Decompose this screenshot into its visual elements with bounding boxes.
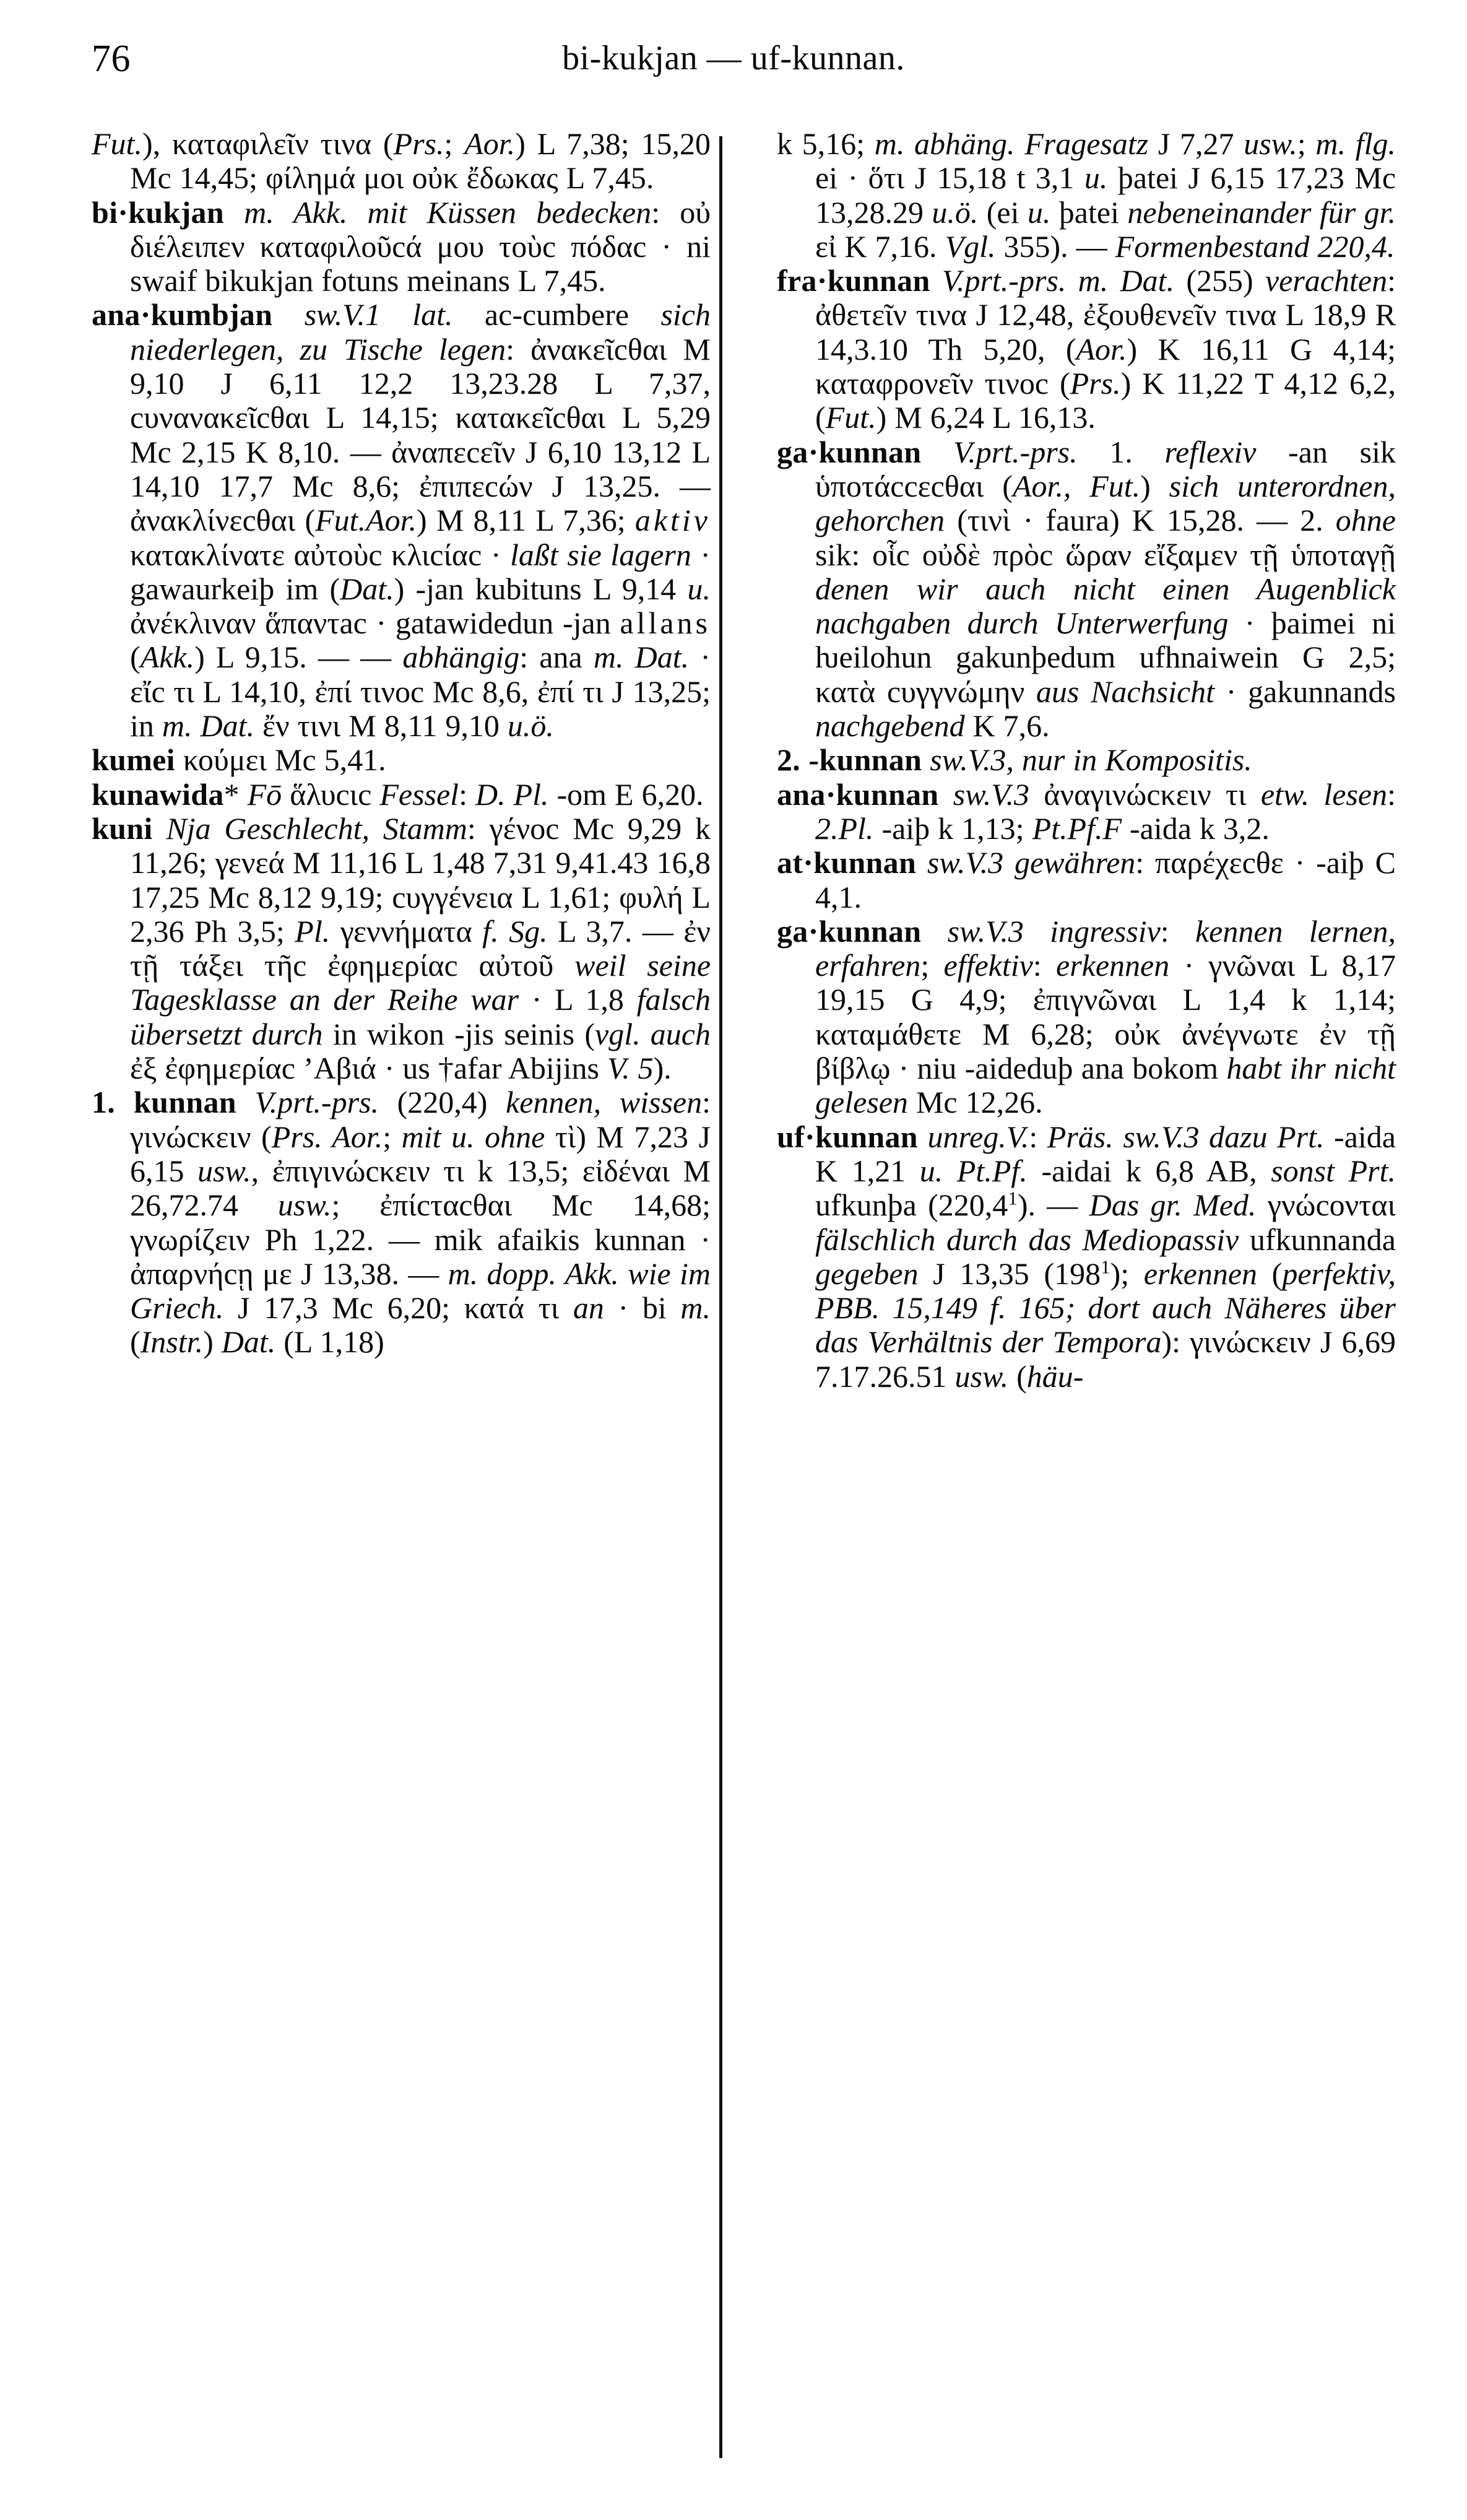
column-divider-rule: [719, 136, 722, 2458]
dictionary-entry: bi·kukjan m. Akk. mit Küssen bedecken: οὐ διέλειπεν καταφιλοῦcά μου τοὺc πόδαc · ni swaif bikukjan fotuns meinans L 7,45.: [92, 194, 711, 298]
dictionary-entry: at·kunnan sw.V.3 gewähren: παρέχεcθε · -aiþ C 4,1.: [777, 845, 1396, 915]
dictionary-entry: fra·kunnan V.prt.-prs. m. Dat. (255) verachten: ἀθετεῖν τινα J 12,48, ἐξουθενεῖν τινα L 18,9 R 14,3.10 Th 5,20, (Aor.) K 16,11 G 4,14; καταφρονεῖν τινοc (Prs.) K 11,22 T 4,12 6,2, (Fut.) M 6,24 L 16,13.: [777, 263, 1396, 435]
dictionary-entry: k 5,16; m. abhäng. Fragesatz J 7,27 usw.; m. flg. ei · ὅτι J 15,18 t 3,1 u. þatei J 6,15 17,23 Mc 13,28.29 u.ö. (ei u. þatei nebeneinander für gr. εἰ K 7,16. Vgl. 355). — Formenbestand 220,4.: [777, 126, 1396, 264]
dictionary-entry: 1. kunnan V.prt.-prs. (220,4) kennen, wissen: γινώcκειν (Prs. Aor.; mit u. ohne τὶ) M 7,23 J 6,15 usw., ἐπιγινώcκειν τι k 13,5; εἰδέναι M 26,72.74 usw.; ἐπίcταcθαι Mc 14,68; γνωρίζειν Ph 1,22. — mik afaikis kunnan · ἀπαρνήcῃ με J 13,38. — m. dopp. Akk. wie im Griech. J 17,3 Mc 6,20; κατά τι an · bi m. (Instr.) Dat. (L 1,18): [92, 1085, 711, 1360]
dictionary-entry: kumei κούμει Mc 5,41.: [92, 742, 386, 778]
dictionary-entry: uf·kunnan unreg.V.: Präs. sw.V.3 dazu Prt. -aida K 1,21 u. Pt.Pf. -aidai k 6,8 AB, sonst Prt. ufkunþa (220,4$^1$). — Das gr. Med. γνώcονται fälschlich durch das Mediopassiv ufkunnanda gegeben J 13,35 $(198^1)$; erkennen (perfektiv, PBB. 15,149 f. 165; dort auch Näheres über das Verhältnis der Tempora): γινώcκειν J 6,69 7.17.26.51 usw. (häu-: [777, 1119, 1396, 1394]
running-head: [0, 32, 1467, 94]
dictionary-entry: ga·kunnan sw.V.3 ingressiv: kennen lernen, erfahren; effektiv: erkennen · γνῶναι L 8,17 19,15 G 4,9; ἐπιγνῶναι L 1,4 k 1,14; καταμάθετε M 6,28; οὐκ ἀνέγνωτε ἐν τῇ βίβλῳ · niu -aideduþ ana bokom habt ihr nicht gelesen Mc 12,26.: [777, 913, 1396, 1120]
column-left: [92, 127, 711, 2505]
dictionary-entry: kuni Nja Geschlecht, Stamm: γένοc Mc 9,29 k 11,26; γενεά M 11,16 L 1,48 7,31 9,41.43 16,8 17,25 Mc 8,12 9,19; cυγγένεια L 1,61; φυλή L 2,36 Ph 3,5; Pl. γεννήματα f. Sg. L 3,7. — ἐν τῇ τάξει τῆc ἐφημερίαc αὐτοῦ weil seine Tagesklasse an der Reihe war · L 1,8 falsch übersetzt durch in wikon -jis seinis (vgl. auch ἐξ ἐφημερίαc ’Αβιά · us †afar Abijins V. 5).: [92, 810, 711, 1086]
page-number: 76: [92, 38, 131, 80]
dictionary-entry: kunawida* Fō ἅλυcιc Fessel: D. Pl. -om E 6,20.: [92, 776, 704, 812]
dictionary-entry: ga·kunnan V.prt.-prs. 1. reflexiv -an sik ὑποτάccεcθαι (Aor., Fut.) sich unterordnen, gehorchen (τινὶ · faura) K 15,28. — 2. ohne sik: οἷc οὐδὲ πρὸc ὥραν εἴξαμεν τῇ ὑποταγῇ denen wir auch nicht einen Augenblick nachgaben durch Unterwerfung · þaimei ni ƕeilohun gakunþedum ufhnaiwein G 2,5; κατὰ cυγγνώμην aus Nachsicht · gakunnands nachgebend K 7,6.: [777, 434, 1396, 744]
column-right: [777, 127, 1396, 2505]
dictionary-entry: ana·kumbjan sw.V.1 lat. ac-cumbere sich niederlegen, zu Tische legen: ἀνακεῖcθαι M 9,10 J 6,11 12,2 13,23.28 L 7,37, cυνανακεῖcθαι L 14,15; κατακεῖcθαι L 5,29 Mc 2,15 K 8,10. — ἀναπεcεῖν J 6,10 13,12 L 14,10 17,7 Mc 8,6; ἐπιπεcών J 13,25. — ἀνακλίνεcθαι (Fut.Aor.) M 8,11 L 7,36; aktiv κατακλίνατε αὐτοὺc κλιcίαc · laßt sie lagern · gawaurkeiþ im (Dat.) -jan kubituns L 9,14 u. ἀνέκλιναν ἅπαντac · gatawidedun -jan allans (Akk.) L 9,15. — — abhängig: ana m. Dat. · εἴc τι L 14,10, ἐπί τινοc Mc 8,6, ἐπί τι J 13,25; in m. Dat. ἔν τινι M 8,11 9,10 u.ö.: [92, 297, 711, 744]
text-body: [0, 127, 1467, 2505]
dictionary-entry: ana·kunnan sw.V.3 ἀναγινώcκειν τι etw. lesen: 2.Pl. -aiþ k 1,13; Pt.Pf.F -aida k 3,2.: [777, 776, 1396, 846]
running-head-title: bi-kukjan — uf-kunnan.: [562, 39, 905, 77]
dictionary-entry: 2. -kunnan sw.V.3, nur in Kompositis.: [777, 742, 1252, 778]
dictionary-entry: Fut.), καταφιλεῖν τινα (Prs.; Aor.) L 7,38; 15,20 Mc 14,45; φίλημά μοι οὐκ ἔδωκας L 7,45.: [92, 126, 711, 196]
